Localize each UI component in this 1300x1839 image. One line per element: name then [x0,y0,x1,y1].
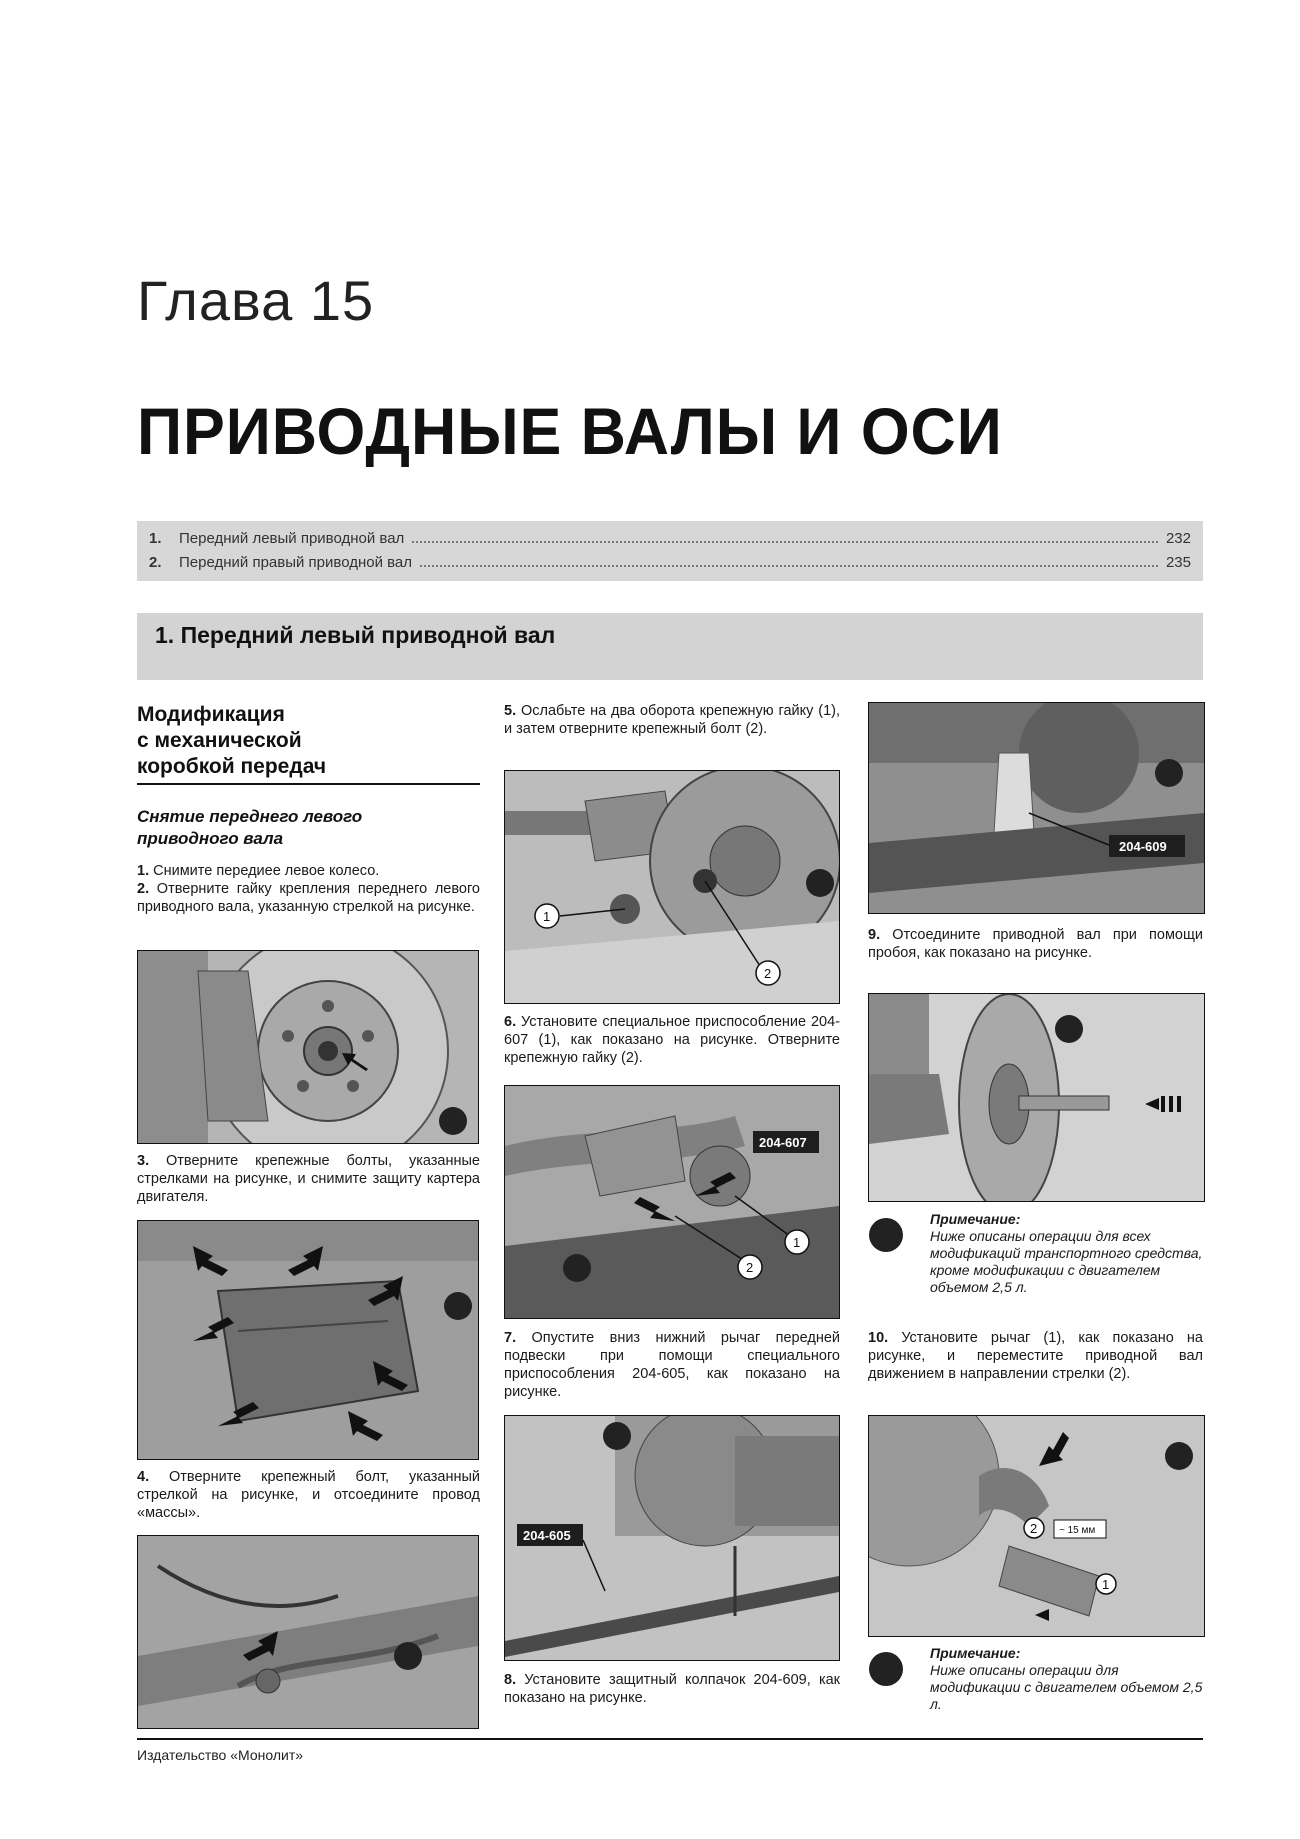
figure-ground-wire [137,1535,479,1729]
toc-item-number: 1. [149,529,162,547]
step-text: Ослабьте на два оборота крепежную гайку (1), и затем отверните крепежный болт (2). [504,703,840,737]
table-of-contents [137,521,1203,581]
step-9 [868,926,1203,962]
step-number: 4. [137,1469,150,1485]
tool-204-609-illustration [869,703,1204,913]
callout-label: 2 [1030,1521,1038,1536]
toc-item[interactable] [149,527,1191,549]
note-1 [930,1211,1203,1296]
callout-label: 2 [746,1260,754,1275]
callout-label: 1 [793,1235,801,1250]
procedure-title-line: Снятие переднего левого [137,807,363,826]
note-text: Ниже описаны операции для всех модификаций транспортного средства, кроме модификации с двигателем объемом 2,5 л. [930,1228,1203,1295]
toc-item-page: 232 [1165,529,1191,547]
engine-shield-illustration [138,1221,478,1459]
step-7 [504,1329,840,1401]
toc-leader [412,533,1158,543]
subsection-title-line: с механической [137,729,302,752]
dimension-label: ~ 15 мм [1059,1525,1096,1536]
toc-item[interactable] [149,551,1191,573]
tool-label-text: 204-607 [759,1135,807,1150]
step-5 [504,702,840,738]
step-text: Снимите передиее левое колесо. [153,863,380,879]
note-label: Примечание: [930,1645,1021,1661]
subsection-title-line: коробкой передач [137,755,327,778]
step-3 [137,1152,480,1206]
step-8 [504,1671,840,1707]
step-text: Отверните крепежные болты, указанные стрелками на рисунке, и снимите защиту картера двигателя. [137,1153,480,1205]
step-number: 7. [504,1330,517,1346]
note-text: Ниже описаны операции для модификации с двигателем объемом 2,5 л. [930,1662,1203,1712]
step-text: Отверните гайку крепления переднего левого приводного вала, указанную стрелкой на рисунке. [137,881,480,915]
step-text: Установите рычаг (1), как показано на рисунке, и переместите приводной вал движением в направлении стрелки (2). [868,1330,1203,1382]
step-number: 10. [868,1330,889,1346]
figure-driveshaft-punch [868,993,1205,1202]
footer-rule [137,1738,1203,1740]
procedure-title-line: приводного вала [137,829,284,848]
note-bulb-icon [869,1652,903,1686]
step-number: 3. [137,1153,150,1169]
subsection-title [137,702,326,780]
figure-tool-204-607 [504,1085,840,1319]
step-10 [868,1329,1203,1383]
figure-wheel-hub [137,950,479,1144]
step-number: 2. [137,881,150,897]
step-text: Опустите вниз нижний рычаг передней подвески при помощи специального приспособления 204-605, как показано на рисунке. [504,1330,840,1400]
subsection-title-line: Модификация [137,703,285,726]
lever-shift-illustration [869,1416,1204,1636]
figure-tool-204-609 [868,702,1205,914]
chapter-label: Глава 15 [137,269,375,332]
toc-item-title: Передний левый приводной вал [179,529,405,547]
step-text: Установите специальное приспособление 204-607 (1), как показано на рисунке. Отверните крепежную гайку (2). [504,1014,841,1066]
step-text: Установите защитный колпачок 204-609, как показано на рисунке. [504,1672,841,1706]
step-2 [137,880,480,916]
driveshaft-joint-illustration [505,771,839,1003]
step-4 [137,1468,480,1522]
note-2 [930,1645,1203,1713]
figure-lever-shift [868,1415,1205,1637]
footer-publisher: Издательство «Монолит» [137,1747,304,1763]
subsection-rule [137,783,480,785]
chapter-title: ПРИВОДНЫЕ ВАЛЫ И ОСИ [137,394,1003,468]
callout-label: 1 [1102,1577,1110,1592]
step-text: Отверните крепежный болт, указанный стрелкой на рисунке, и отсоедините провод «массы». [137,1469,481,1521]
tool-204-605-illustration [505,1416,839,1660]
step-6 [504,1013,840,1067]
step-number: 1. [137,863,150,879]
step-number: 6. [504,1014,517,1030]
figure-tool-204-605 [504,1415,840,1661]
callout-label: 1 [543,909,551,924]
note-label: Примечание: [930,1211,1021,1227]
tool-label-text: 204-605 [523,1528,571,1543]
step-number: 8. [504,1672,517,1688]
figure-engine-shield [137,1220,479,1460]
step-number: 5. [504,703,517,719]
procedure-title [137,806,480,850]
step-number: 9. [868,927,881,943]
figure-driveshaft-joint [504,770,840,1004]
toc-item-title: Передний правый приводной вал [179,553,413,571]
wheel-hub-illustration [138,951,478,1143]
note-bulb-icon [869,1218,903,1252]
toc-leader [420,557,1158,567]
toc-item-page: 235 [1165,553,1191,571]
tool-label-text: 204-609 [1119,839,1167,854]
step-1 [137,862,480,880]
toc-item-number: 2. [149,553,162,571]
tool-204-607-illustration [505,1086,839,1318]
callout-label: 2 [764,966,772,981]
step-text: Отсоедините приводной вал при помощи пробоя, как показано на рисунке. [868,927,1204,961]
driveshaft-punch-illustration [869,994,1204,1201]
ground-wire-illustration [138,1536,478,1728]
section-title: 1. Передний левый приводной вал [155,622,556,648]
